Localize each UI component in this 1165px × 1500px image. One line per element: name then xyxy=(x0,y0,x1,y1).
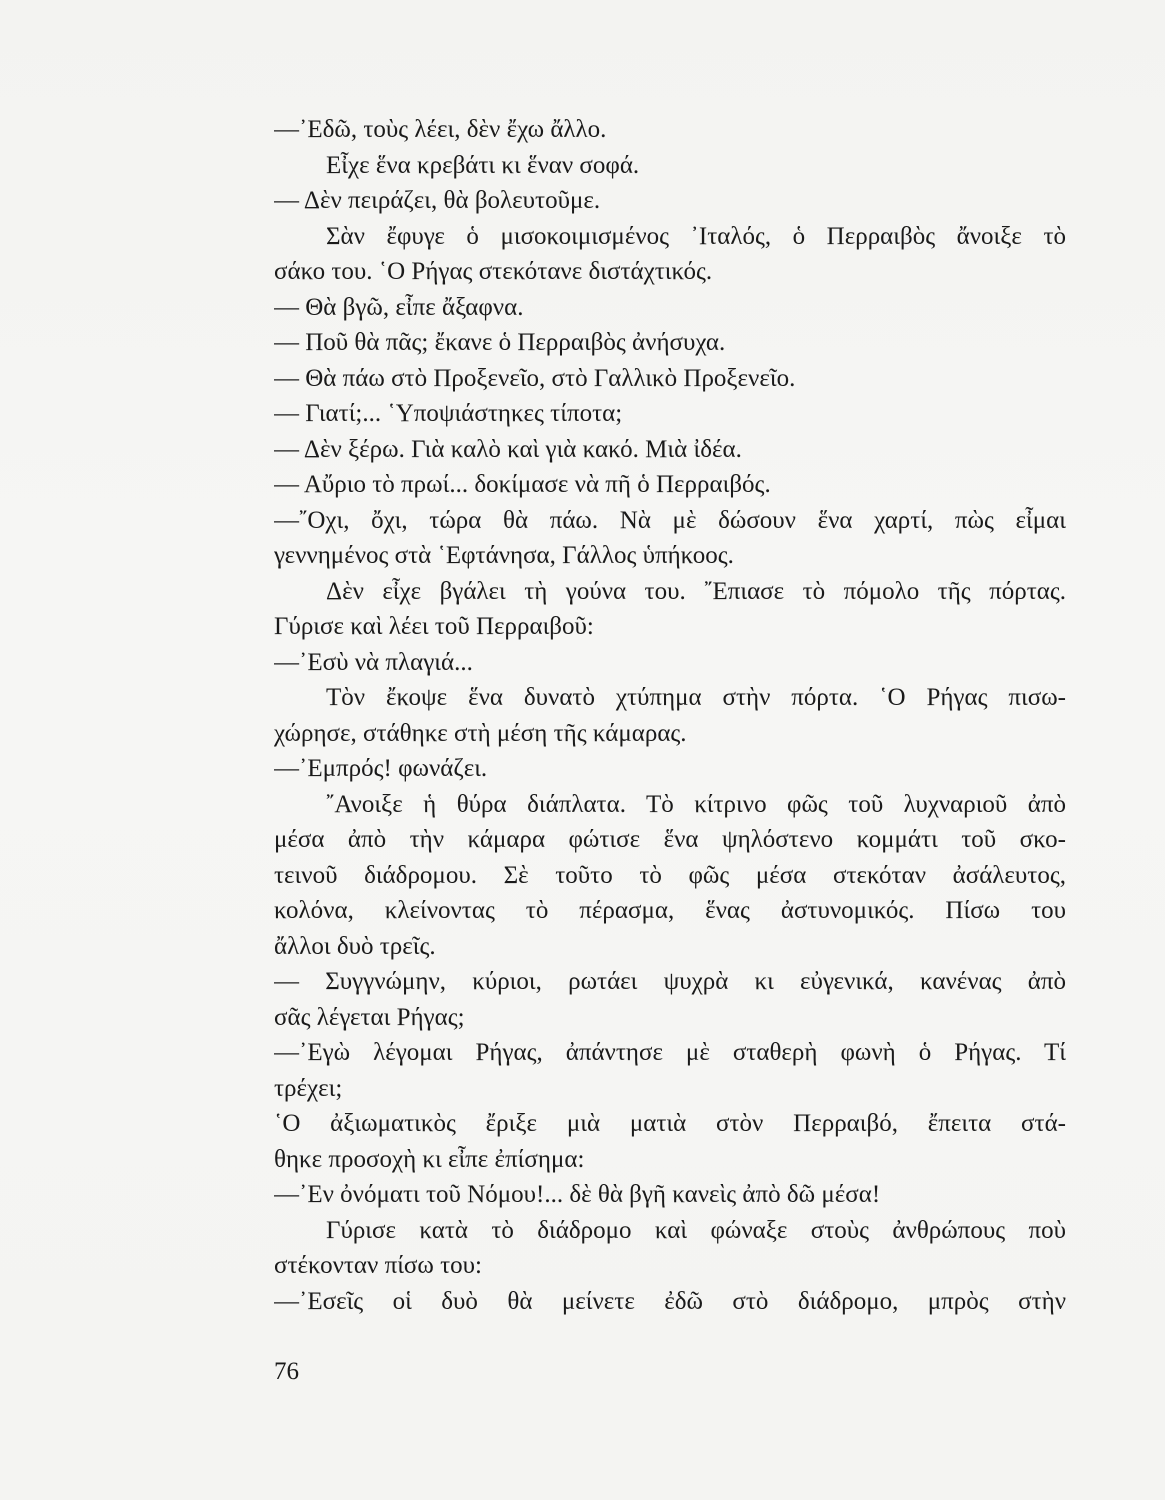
text-line: — Θὰ πάω στὸ Προξενεῖο, στὸ Γαλλικὸ Προξενεῖο. xyxy=(274,364,796,392)
text-line: μέσα ἀπὸ τὴν κάμαρα φώτισε ἕνα ψηλόστενο κομμάτι τοῦ σκο- xyxy=(274,826,1066,853)
text-line: ῾Ο ἀξιωματικὸς ἔριξε μιὰ ματιὰ στὸν Περραιβό, ἔπειτα στά- xyxy=(274,1110,1066,1137)
body-text xyxy=(274,112,1066,1319)
text-line: γεννημένος στὰ ῾Εφτάνησα, Γάλλος ὑπήκοος. xyxy=(274,542,734,569)
text-line: —᾿Εμπρός! φωνάζει. xyxy=(274,755,488,782)
text-line: —᾿Εν ὀνόματι τοῦ Νόμου!... δὲ θὰ βγῆ κανεὶς ἀπὸ δῶ μέσα! xyxy=(274,1181,881,1208)
text-line: σᾶς λέγεται Ρήγας; xyxy=(274,1003,465,1031)
text-line: — Γιατί;... ῾Υποψιάστηκες τίποτα; xyxy=(274,400,623,427)
text-line: —᾿Εσὺ νὰ πλαγιά... xyxy=(274,648,473,676)
text-line: τρέχει; xyxy=(274,1074,343,1102)
text-line: Εἶχε ἕνα κρεβάτι κι ἕναν σοφά. xyxy=(326,151,640,179)
text-line: Τὸν ἔκοψε ἕνα δυνατὸ χτύπημα στὴν πόρτα. ῾Ο Ρήγας πισω- xyxy=(326,684,1066,711)
text-line: κολόνα, κλείνοντας τὸ πέρασμα, ἕνας ἀστυνομικός. Πίσω του xyxy=(274,897,1066,924)
text-line: —᾿Εγὼ λέγομαι Ρήγας, ἀπάντησε μὲ σταθερὴ φωνὴ ὁ Ρήγας. Τί xyxy=(274,1039,1066,1066)
text-line: —᾿Εδῶ, τοὺς λέει, δὲν ἔχω ἄλλο. xyxy=(274,116,607,143)
text-line: — Δὲν ξέρω. Γιὰ καλὸ καὶ γιὰ κακό. Μιὰ ἰδέα. xyxy=(274,435,742,463)
text-line: — Ποῦ θὰ πᾶς; ἔκανε ὁ Περραιβὸς ἀνήσυχα. xyxy=(274,329,726,356)
page-number: 76 xyxy=(274,1358,299,1385)
text-line: ἄλλοι δυὸ τρεῖς. xyxy=(274,932,436,960)
text-line: θηκε προσοχὴ κι εἶπε ἐπίσημα: xyxy=(274,1145,585,1173)
text-line: Σὰν ἔφυγε ὁ μισοκοιμισμένος ᾿Ιταλός, ὁ Περραιβὸς ἄνοιξε τὸ xyxy=(326,222,1066,250)
text-line: στέκονταν πίσω του: xyxy=(274,1252,482,1279)
text-line: ῎Ανοιξε ἡ θύρα διάπλατα. Τὸ κίτρινο φῶς τοῦ λυχναριοῦ ἀπὸ xyxy=(326,790,1066,818)
text-line: —᾿Εσεῖς οἱ δυὸ θὰ μείνετε ἐδῶ στὸ διάδρομο, μπρὸς στὴν xyxy=(274,1287,1066,1315)
text-line: χώρησε, στάθηκε στὴ μέση τῆς κάμαρας. xyxy=(274,719,687,747)
text-line: σάκο του. ῾Ο Ρήγας στεκότανε διστάχτικός. xyxy=(274,258,713,285)
text-line: Γύρισε κατὰ τὸ διάδρομο καὶ φώναξε στοὺς ἀνθρώπους ποὺ xyxy=(326,1216,1066,1244)
text-line: — Θὰ βγῶ, εἶπε ἄξαφνα. xyxy=(274,293,524,321)
text-line: — Δὲν πειράζει, θὰ βολευτοῦμε. xyxy=(274,187,601,214)
text-line: —῎Οχι, ὄχι, τώρα θὰ πάω. Νὰ μὲ δώσουν ἕνα χαρτί, πὼς εἶμαι xyxy=(274,506,1066,534)
text-line: — Συγγνώμην, κύριοι, ρωτάει ψυχρὰ κι εὐγενικά, κανένας ἀπὸ xyxy=(274,968,1066,995)
text-line: — Αὔριο τὸ πρωί... δοκίμασε νὰ πῆ ὁ Περραιβός. xyxy=(274,471,771,498)
text-line: Γύρισε καὶ λέει τοῦ Περραιβοῦ: xyxy=(274,613,594,640)
text-line: Δὲν εἶχε βγάλει τὴ γούνα του. ῎Επιασε τὸ πόμολο τῆς πόρτας. xyxy=(326,577,1066,605)
text-line: τεινοῦ διάδρομου. Σὲ τοῦτο τὸ φῶς μέσα στεκόταν ἀσάλευτος, xyxy=(274,861,1066,889)
